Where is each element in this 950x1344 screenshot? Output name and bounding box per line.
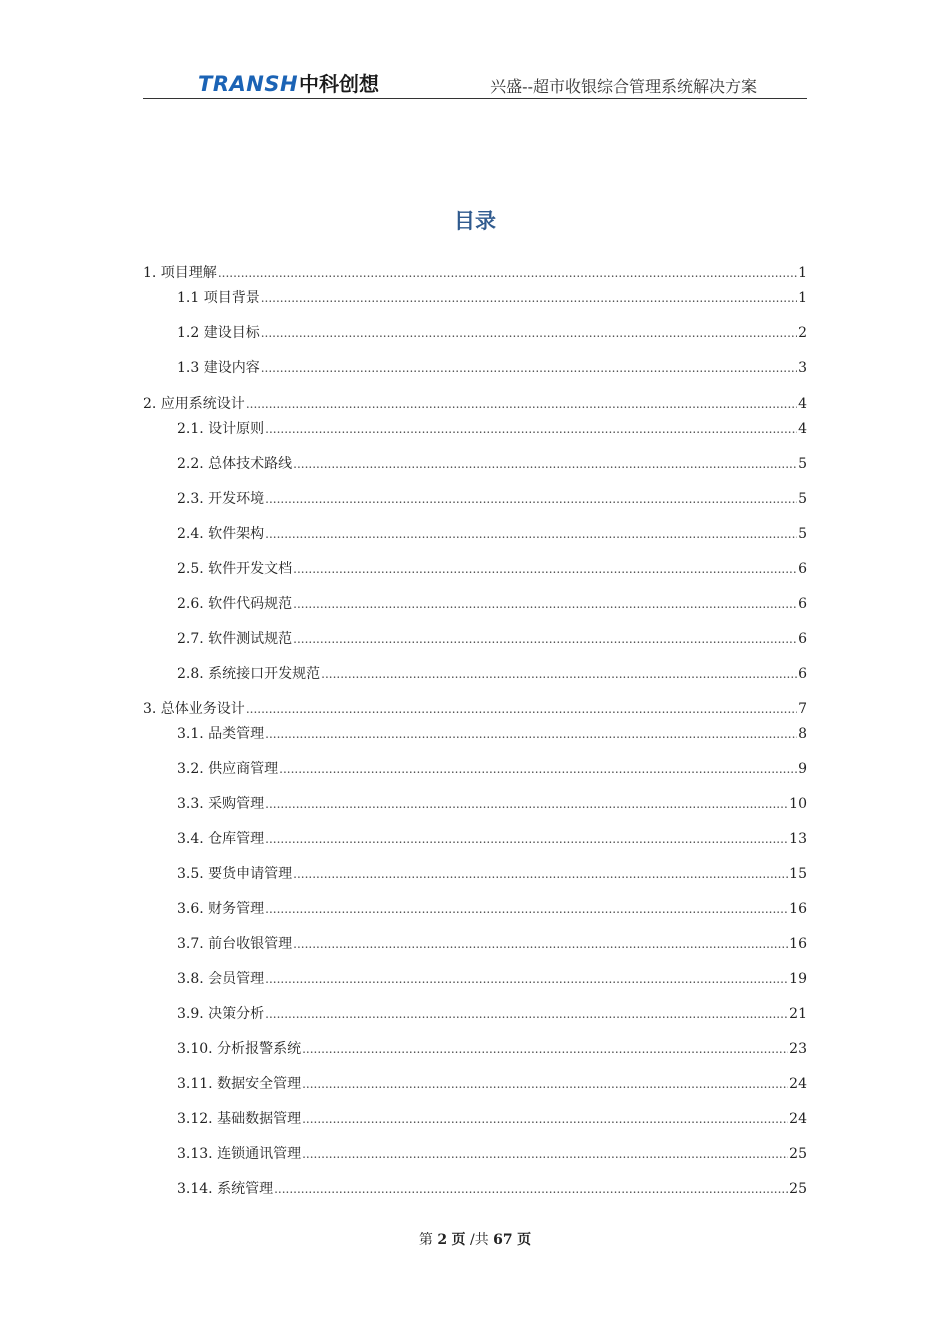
toc-entry-label: 3.5. 要货申请管理: [177, 866, 293, 882]
toc-entry-page-number: 4: [798, 396, 807, 412]
toc-leader-dots: [265, 797, 788, 811]
toc-entry-label: 3.7. 前台收银管理: [177, 936, 293, 952]
toc-entry[interactable]: [177, 863, 807, 883]
toc-entry-page-number: 25: [789, 1146, 807, 1162]
toc-entry-page-number: 19: [789, 971, 807, 987]
toc-entry[interactable]: [177, 663, 807, 683]
toc-entry-page-number: 5: [798, 456, 807, 472]
toc-entry[interactable]: [177, 357, 807, 377]
footer-separator: /共: [470, 1232, 489, 1248]
toc-entry-page-number: 8: [798, 726, 807, 742]
toc-leader-dots: [265, 902, 788, 916]
toc-entry[interactable]: [177, 1003, 807, 1023]
toc-entry[interactable]: [177, 593, 807, 613]
toc-entry[interactable]: [177, 968, 807, 988]
toc-entry[interactable]: [177, 418, 807, 438]
toc-entry[interactable]: [177, 723, 807, 743]
toc-entry-page-number: 5: [798, 526, 807, 542]
toc-entry-page-number: 7: [798, 701, 807, 717]
toc-entry-page-number: 1: [798, 290, 807, 306]
toc-entry-page-number: 1: [798, 265, 807, 281]
toc-leader-dots: [302, 1077, 788, 1091]
toc-entry[interactable]: [143, 262, 807, 282]
footer-current-page: 2: [437, 1232, 448, 1248]
toc-entry[interactable]: [177, 558, 807, 578]
toc-entry-label: 2.4. 软件架构: [177, 526, 265, 542]
toc-leader-dots: [279, 762, 797, 776]
toc-entry-label: 3.12. 基础数据管理: [177, 1111, 302, 1127]
toc-entry-label: 3.4. 仓库管理: [177, 831, 265, 847]
toc-entry-page-number: 24: [789, 1076, 807, 1092]
toc-leader-dots: [293, 867, 788, 881]
toc-entry-label: 2.3. 开发环境: [177, 491, 265, 507]
toc-entry[interactable]: [143, 393, 807, 413]
document-title: 兴盛--超市收银综合管理系统解决方案: [490, 77, 757, 96]
toc-leader-dots: [265, 1007, 788, 1021]
toc-entry-page-number: 13: [789, 831, 807, 847]
toc-leader-dots: [265, 527, 797, 541]
toc-entry-label: 1.3 建设内容: [177, 360, 260, 376]
toc-entry-label: 1.1 项目背景: [177, 290, 260, 306]
toc-entry-label: 3.1. 品类管理: [177, 726, 265, 742]
toc-entry[interactable]: [177, 758, 807, 778]
toc-entry-label: 1. 项目理解: [143, 265, 217, 281]
toc-entry[interactable]: [177, 488, 807, 508]
toc-entry-label: 3.14. 系统管理: [177, 1181, 274, 1197]
toc-leader-dots: [265, 727, 797, 741]
toc-leader-dots: [265, 832, 788, 846]
toc-leader-dots: [265, 422, 797, 436]
toc-entry-label: 3.9. 决策分析: [177, 1006, 265, 1022]
toc-entry-label: 1.2 建设目标: [177, 325, 260, 341]
toc-leader-dots: [261, 291, 797, 305]
toc-leader-dots: [302, 1042, 788, 1056]
toc-entry[interactable]: [177, 1038, 807, 1058]
toc-leader-dots: [246, 702, 797, 716]
toc-entry[interactable]: [177, 898, 807, 918]
toc-entry-label: 3.10. 分析报警系统: [177, 1041, 302, 1057]
toc-entry-page-number: 6: [798, 666, 807, 682]
toc-leader-dots: [293, 597, 797, 611]
toc-entry[interactable]: [177, 1143, 807, 1163]
toc-entry-label: 2. 应用系统设计: [143, 396, 245, 412]
toc-leader-dots: [321, 667, 797, 681]
toc-leader-dots: [302, 1112, 788, 1126]
toc-heading: 目录: [454, 209, 496, 233]
toc-entry-label: 3.11. 数据安全管理: [177, 1076, 302, 1092]
footer-suffix: 页: [517, 1232, 532, 1248]
toc-leader-dots: [274, 1182, 788, 1196]
toc-leader-dots: [261, 326, 797, 340]
toc-entry-page-number: 16: [789, 936, 807, 952]
toc-entry-label: 2.1. 设计原则: [177, 421, 265, 437]
toc-entry-page-number: 4: [798, 421, 807, 437]
toc-entry-page-number: 23: [789, 1041, 807, 1057]
toc-entry-label: 2.6. 软件代码规范: [177, 596, 293, 612]
toc-entry-page-number: 10: [789, 796, 807, 812]
toc-entry-page-number: 6: [798, 596, 807, 612]
toc-entry-label: 2.5. 软件开发文档: [177, 561, 293, 577]
logo-latin-text: TRANSH: [198, 72, 299, 96]
footer-prefix: 第: [418, 1232, 433, 1248]
toc-entry[interactable]: [177, 453, 807, 473]
toc-entry-page-number: 5: [798, 491, 807, 507]
toc-entry-page-number: 9: [798, 761, 807, 777]
page-header: [143, 64, 807, 99]
toc-entry-label: 2.7. 软件测试规范: [177, 631, 293, 647]
toc-entry-page-number: 24: [789, 1111, 807, 1127]
toc-leader-dots: [293, 937, 788, 951]
toc-entry-page-number: 21: [789, 1006, 807, 1022]
toc-entry[interactable]: [177, 628, 807, 648]
toc-entry-label: 3.6. 财务管理: [177, 901, 265, 917]
toc-entry-label: 2.8. 系统接口开发规范: [177, 666, 321, 682]
footer-total-pages: 67: [493, 1232, 513, 1248]
toc-entry[interactable]: [177, 933, 807, 953]
toc-entry[interactable]: [177, 322, 807, 342]
toc-entry-label: 2.2. 总体技术路线: [177, 456, 293, 472]
toc-entry-page-number: 2: [798, 325, 807, 341]
toc-leader-dots: [246, 397, 797, 411]
toc-entry[interactable]: [143, 698, 807, 718]
toc-entry[interactable]: [177, 793, 807, 813]
toc-entry-page-number: 6: [798, 561, 807, 577]
toc-entry[interactable]: [177, 1178, 807, 1198]
toc-leader-dots: [218, 266, 797, 280]
toc-entry-page-number: 25: [789, 1181, 807, 1197]
toc-entry-label: 3.3. 采购管理: [177, 796, 265, 812]
footer-page-word: 页: [451, 1232, 466, 1248]
toc-entry-page-number: 6: [798, 631, 807, 647]
toc-entry-page-number: 16: [789, 901, 807, 917]
toc-entry-label: 3. 总体业务设计: [143, 701, 245, 717]
page-footer: [0, 1229, 950, 1249]
toc-entry-label: 3.13. 连锁通讯管理: [177, 1146, 302, 1162]
company-logo: [198, 68, 379, 97]
toc-leader-dots: [293, 457, 797, 471]
toc-leader-dots: [265, 492, 797, 506]
toc-leader-dots: [302, 1147, 788, 1161]
toc-entry-label: 3.8. 会员管理: [177, 971, 265, 987]
toc-entry-page-number: 3: [798, 360, 807, 376]
toc-entry[interactable]: [177, 287, 807, 307]
toc-entry[interactable]: [177, 523, 807, 543]
toc-entry[interactable]: [177, 1108, 807, 1128]
toc-entry-page-number: 15: [789, 866, 807, 882]
toc-leader-dots: [265, 972, 788, 986]
toc-entry[interactable]: [177, 828, 807, 848]
toc-leader-dots: [261, 361, 797, 375]
toc-entry-label: 3.2. 供应商管理: [177, 761, 279, 777]
toc-leader-dots: [293, 632, 797, 646]
logo-chinese-text: 中科创想: [299, 72, 380, 96]
toc-entry[interactable]: [177, 1073, 807, 1093]
toc-leader-dots: [293, 562, 797, 576]
